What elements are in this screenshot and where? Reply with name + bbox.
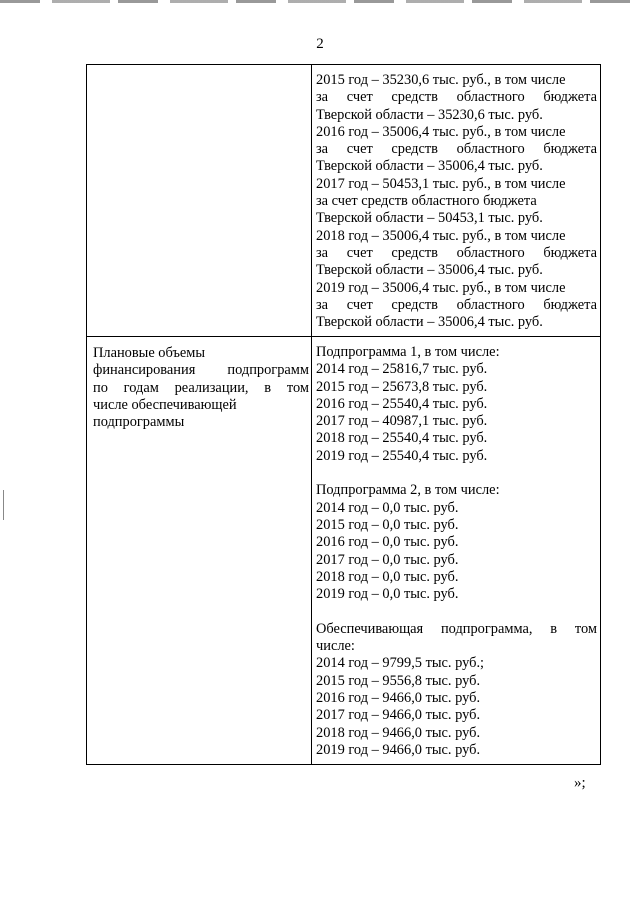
- text-line: 2017 год – 0,0 тыс. руб.: [316, 551, 459, 568]
- scan-top-edge: [0, 0, 640, 3]
- text-line: за счет средств областного бюджета: [316, 141, 597, 158]
- text-line: за счет средств областного бюджета: [316, 193, 537, 210]
- text-line: 2014 год – 9799,5 тыс. руб.;: [316, 655, 485, 672]
- text-line: за счет средств областного бюджета: [316, 89, 597, 106]
- text-line: финансирования подпрограмм: [93, 362, 309, 379]
- text-line: 2015 год – 25673,8 тыс. руб.: [316, 378, 488, 395]
- row1-right-cell: [312, 65, 601, 337]
- row1-left-cell: [87, 65, 312, 337]
- row2-left-lines: [87, 337, 311, 431]
- text-line: 2018 год – 9466,0 тыс. руб.: [316, 724, 481, 741]
- text-line: числе обеспечивающей: [93, 396, 237, 413]
- text-line: Тверской области – 35230,6 тыс. руб.: [316, 106, 543, 123]
- page-number: 2: [316, 36, 324, 52]
- row1-left-text: [87, 65, 311, 73]
- text-line: подпрограммы: [93, 414, 185, 431]
- text-line: 2015 год – 35230,6 тыс. руб., в том числе: [316, 72, 566, 88]
- text-line: 2019 год – 25540,4 тыс. руб.: [316, 447, 488, 464]
- table-row: [87, 65, 601, 337]
- text-line: 2017 год – 40987,1 тыс. руб.: [316, 413, 488, 430]
- text-line: 2014 год – 0,0 тыс. руб.: [316, 499, 459, 516]
- text-line: Плановые объемы: [93, 345, 206, 361]
- text-line: числе:: [316, 638, 355, 655]
- row2-right-lines: [312, 337, 600, 759]
- text-line: 2018 год – 0,0 тыс. руб.: [316, 568, 459, 585]
- text-line: Подпрограмма 1, в том числе:: [316, 344, 500, 360]
- closing-quote-mark: »;: [574, 775, 586, 791]
- row1-right-lines: [312, 65, 600, 331]
- text-line: 2014 год – 25816,7 тыс. руб.: [316, 361, 488, 378]
- text-line: 2015 год – 9556,8 тыс. руб.: [316, 672, 481, 689]
- financing-table: [86, 64, 601, 765]
- row2-left-cell: [87, 337, 312, 765]
- blank-line: [316, 465, 597, 482]
- text-line: 2016 год – 35006,4 тыс. руб., в том числе: [316, 123, 566, 140]
- text-line: 2017 год – 9466,0 тыс. руб.: [316, 707, 481, 724]
- text-line: 2018 год – 35006,4 тыс. руб., в том числе: [316, 227, 566, 244]
- text-line: Подпрограмма 2, в том числе:: [316, 482, 500, 499]
- text-line: 2016 год – 25540,4 тыс. руб.: [316, 395, 488, 412]
- text-line: Тверской области – 35006,4 тыс. руб.: [316, 262, 543, 279]
- text-line: 2017 год – 50453,1 тыс. руб., в том числе: [316, 175, 566, 192]
- text-line: 2018 год – 25540,4 тыс. руб.: [316, 430, 488, 447]
- row2-right-cell: [312, 337, 601, 765]
- text-line: по годам реализации, в том: [93, 379, 309, 396]
- text-line: 2015 год – 0,0 тыс. руб.: [316, 516, 459, 533]
- blank-line: [316, 603, 597, 620]
- text-line: Тверской области – 35006,4 тыс. руб.: [316, 314, 543, 331]
- text-line: Обеспечивающая подпрограмма, в том: [316, 620, 597, 637]
- text-line: 2019 год – 35006,4 тыс. руб., в том числе: [316, 279, 566, 296]
- text-line: 2019 год – 9466,0 тыс. руб.: [316, 741, 481, 758]
- text-line: 2016 год – 0,0 тыс. руб.: [316, 534, 459, 551]
- text-line: за счет средств областного бюджета: [316, 244, 597, 261]
- scan-margin-mark: [3, 490, 4, 520]
- table-row: [87, 337, 601, 765]
- text-line: Тверской области – 50453,1 тыс. руб.: [316, 210, 543, 227]
- text-line: 2016 год – 9466,0 тыс. руб.: [316, 689, 481, 706]
- text-line: 2019 год – 0,0 тыс. руб.: [316, 586, 459, 603]
- text-line: за счет средств областного бюджета: [316, 296, 597, 313]
- text-line: Тверской области – 35006,4 тыс. руб.: [316, 158, 543, 175]
